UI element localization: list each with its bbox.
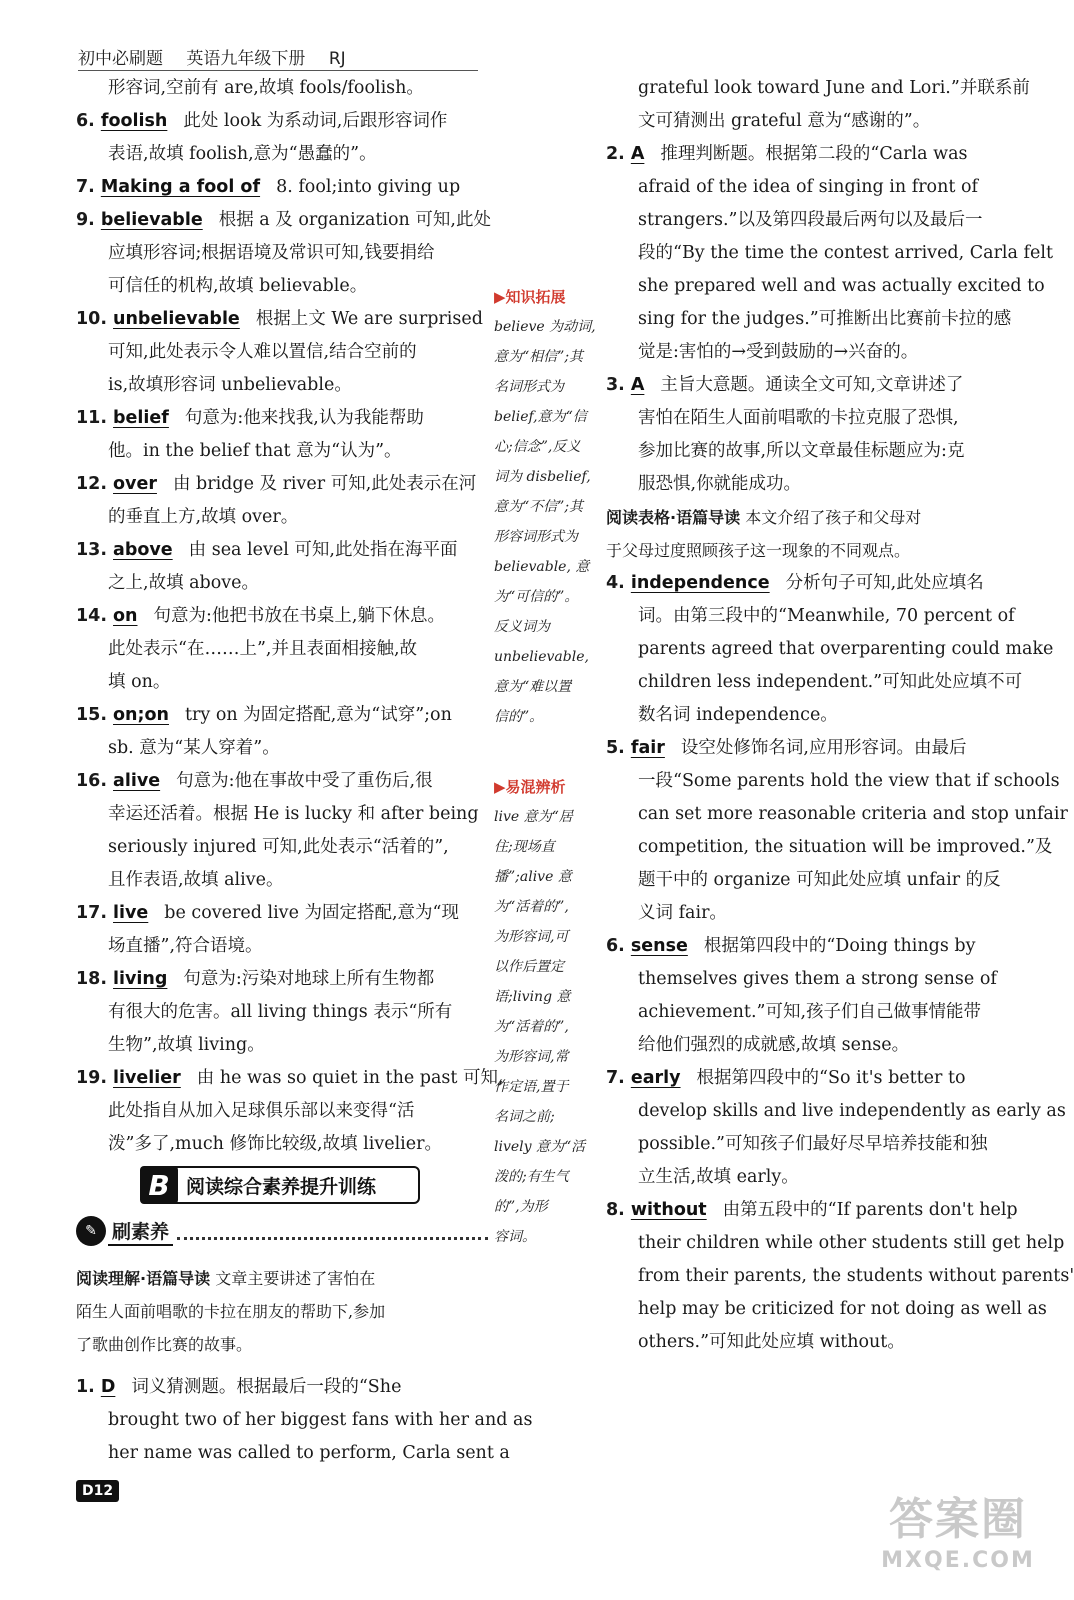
explanation-text: 此处表示“在……上”,并且表面相接触,故 <box>108 639 418 659</box>
explanation-line <box>76 138 488 171</box>
answer-text: sense <box>630 936 688 956</box>
answer-item <box>76 402 488 435</box>
item-number: 18. <box>76 969 108 989</box>
side-note-line: 为形容词,常 <box>494 1049 569 1065</box>
explanation-text: 句意为:他在事故中受了重伤后,很 <box>176 771 433 791</box>
explanation-line <box>606 798 1068 831</box>
answer-text: early <box>630 1068 681 1088</box>
item-number: 8. <box>606 1200 625 1220</box>
explanation-text: 词。由第三段中的“Meanwhile, 70 percent of <box>638 606 1015 626</box>
answer-item <box>76 171 488 204</box>
explanation-text: 场直播”,符合语境。 <box>108 936 263 956</box>
side-note-line: 名词之前; <box>494 1109 555 1125</box>
page-header <box>78 44 478 71</box>
explanation-text: 立生活,故填 early。 <box>638 1167 799 1187</box>
explanation-text: be covered live 为固定搭配,意为“现 <box>164 903 459 923</box>
section-badge: B <box>140 1166 178 1204</box>
explanation-text: grateful look toward June and Lori.”并联系前 <box>638 78 1030 98</box>
explanation-text: can set more reasonable criteria and stop unfair <box>638 804 1068 824</box>
reading-guide-line <box>76 1295 488 1328</box>
explanation-text: sing for the judges.”可推断出比赛前卡拉的感 <box>638 309 1012 329</box>
explanation-text: 文可猜测出 grateful 意为“感谢的”。 <box>638 111 931 131</box>
item-number: 7. <box>606 1068 625 1088</box>
answer-item <box>76 897 488 930</box>
explanation-text: 推理判断题。根据第二段的“Carla was <box>660 144 968 164</box>
guide-text: 于父母过度照顾孩子这一现象的不同观点。 <box>606 541 911 560</box>
explanation-line <box>76 1128 488 1161</box>
explanation-line <box>76 237 488 270</box>
answer-text: unbelievable <box>113 309 240 329</box>
explanation-line <box>606 996 1016 1029</box>
side-note-line: 容词。 <box>494 1229 536 1245</box>
answer-item <box>76 963 488 996</box>
reading-guide-line <box>76 1328 488 1361</box>
answer-text: Making a fool of <box>100 177 261 197</box>
side-note-title-text: ▶知识拓展 <box>494 288 566 306</box>
explanation-text: themselves gives them a strong sense of <box>638 969 997 989</box>
explanation-text: 之上,故填 above。 <box>108 573 260 593</box>
side-note-line: 语;living 意 <box>494 989 571 1005</box>
explanation-text: 根据第四段中的“So it's better to <box>696 1068 966 1088</box>
explanation-line <box>606 1260 1074 1293</box>
explanation-text: 根据上文 We are surprised <box>255 309 483 329</box>
section-title: 阅读综合素养提升训练 <box>186 1175 377 1198</box>
answer-item <box>76 1371 488 1404</box>
answer-text: alive <box>113 771 161 791</box>
side-note-line: belief,意为“信 <box>494 409 587 425</box>
explanation-line <box>606 1128 1016 1161</box>
right-column <box>606 72 1074 1359</box>
explanation-text: 由 sea level 可知,此处指在海平面 <box>188 540 458 560</box>
guide-text: 了歌曲创作比赛的故事。 <box>76 1335 253 1354</box>
item-number: 6. <box>606 936 625 956</box>
explanation-text: 句意为:他来找我,认为我能帮助 <box>184 408 424 428</box>
explanation-line <box>606 270 1045 303</box>
explanation-line <box>606 1293 1047 1326</box>
explanation-text: seriously injured 可知,此处表示“活着的”, <box>108 837 449 857</box>
note-gap <box>494 732 602 772</box>
item-number: 6. <box>76 111 95 131</box>
divider <box>177 1223 488 1240</box>
guide-text: 文章主要讲述了害怕在 <box>215 1269 376 1288</box>
explanation-line <box>76 1437 510 1470</box>
explanation-line <box>76 1404 533 1437</box>
explanation-line <box>76 435 488 468</box>
item-number: 9. <box>76 210 95 230</box>
explanation-text: 设空处修饰名词,应用形容词。由最后 <box>680 738 967 758</box>
answer-text: on <box>113 606 138 626</box>
item-number: 12. <box>76 474 108 494</box>
explanation-text: others.”可知此处应填 without。 <box>638 1332 905 1352</box>
answer-item <box>76 303 488 336</box>
side-note-title <box>494 772 602 802</box>
explanation-line <box>606 171 1016 204</box>
explanation-text: 幸运还活着。根据 He is lucky 和 after being <box>108 804 479 824</box>
left-column <box>76 72 504 1161</box>
explanation-text: her name was called to perform, Carla sent a <box>108 1443 510 1463</box>
explanation-line <box>606 765 1060 798</box>
guide-text: 陌生人面前唱歌的卡拉在朋友的帮助下,参加 <box>76 1302 386 1321</box>
side-note-title <box>494 282 602 312</box>
side-note-line: 意为“难以置 <box>494 679 572 695</box>
explanation-text: brought two of her biggest fans with her and as <box>108 1410 533 1430</box>
explanation-text: 根据第四段中的“Doing things by <box>703 936 976 956</box>
answer-text: over <box>113 474 157 494</box>
item-number: 13. <box>76 540 108 560</box>
explanation-text: 根据 a 及 organization 可知,此处 <box>218 210 491 230</box>
item-number: 15. <box>76 705 108 725</box>
explanation-line <box>606 963 1016 996</box>
explanation-text: 题干中的 organize 可知此处应填 unfair 的反 <box>638 870 1001 890</box>
side-note-line: 形容词形式为 <box>494 529 578 545</box>
watermark-logo: 答案圈 MXQE.COM <box>881 1494 1035 1573</box>
reading-guide-line <box>606 501 1016 534</box>
item-number: 3. <box>606 375 625 395</box>
explanation-text: 此处指自从加入足球俱乐部以来变得“活 <box>108 1101 415 1121</box>
answer-item <box>76 468 488 501</box>
side-note-line: 播”;alive 意 <box>494 869 572 885</box>
explanation-text: 形容词,空前有 are,故填 fools/foolish。 <box>108 78 424 98</box>
explanation-line <box>606 303 1016 336</box>
answer-text: living <box>113 969 168 989</box>
explanation-text: 主旨大意题。通读全文可知,文章讲述了 <box>660 375 964 395</box>
explanation-line <box>606 237 1053 270</box>
explanation-text: 可信任的机构,故填 believable。 <box>108 276 368 296</box>
explanation-text: 分析句子可知,此处应填名 <box>785 573 984 593</box>
answer-text: believable <box>100 210 203 230</box>
reading-guide-line <box>76 1262 488 1295</box>
answer-text: without <box>630 1200 707 1220</box>
side-note-line: 住;现场直 <box>494 839 555 855</box>
guide-tag: 阅读表格·语篇导读 <box>606 508 741 527</box>
side-note-line: 反义词为 <box>494 619 550 635</box>
explanation-text: 觉是:害怕的→受到鼓励的→兴奋的。 <box>638 342 919 362</box>
answer-text: foolish <box>100 111 168 131</box>
explanation-line <box>76 1095 488 1128</box>
explanation-text: 句意为:他把书放在书桌上,躺下休息。 <box>153 606 445 626</box>
side-note-line: 为“可信的”。 <box>494 589 579 605</box>
answer-item <box>76 1062 504 1095</box>
section-banner <box>140 1166 420 1204</box>
side-note-line: believable, 意 <box>494 559 590 575</box>
answer-text: A <box>630 375 645 395</box>
answer-item <box>606 138 1016 171</box>
answer-item <box>606 732 1016 765</box>
explanation-text: afraid of the idea of singing in front of <box>638 177 978 197</box>
side-note-line: 词为 disbelief, <box>494 469 591 485</box>
item-number: 10. <box>76 309 108 329</box>
explanation-line <box>76 831 488 864</box>
answer-item <box>606 1062 1016 1095</box>
explanation-line <box>606 1029 1016 1062</box>
explanation-line <box>76 930 488 963</box>
explanation-text: help may be criticized for not doing as well as <box>638 1299 1047 1319</box>
guide-tag: 阅读理解·语篇导读 <box>76 1269 211 1288</box>
explanation-text: competition, the situation will be improved.”及 <box>638 837 1053 857</box>
explanation-line <box>76 996 488 1029</box>
explanation-text: 填 on。 <box>108 672 171 692</box>
explanation-line <box>606 600 1016 633</box>
explanation-text: their children while other students still get help <box>638 1233 1065 1253</box>
side-note-line: 以作后置定 <box>494 959 564 975</box>
explanation-text: possible.”可知孩子们最好尽早培养技能和独 <box>638 1134 988 1154</box>
explanation-line <box>76 1029 488 1062</box>
pen-icon: ✎ <box>76 1216 106 1246</box>
answer-item <box>76 600 488 633</box>
explanation-text: 应填形容词;根据语境及常识可知,钱要捐给 <box>108 243 435 263</box>
side-note-line: 为“活着的”, <box>494 899 569 915</box>
explanation-line <box>76 501 488 534</box>
side-note-line: 意为“不信”;其 <box>494 499 584 515</box>
side-note-line: believe 为动词, <box>494 319 596 335</box>
explanation-text: 段的“By the time the contest arrived, Carla felt <box>638 243 1053 263</box>
explanation-line <box>606 864 1016 897</box>
explanation-text: 泼”多了,much 修饰比较级,故填 livelier。 <box>108 1134 442 1154</box>
explanation-text: 生物”,故填 living。 <box>108 1035 265 1055</box>
item-number: 4. <box>606 573 625 593</box>
answer-item <box>76 699 488 732</box>
edition-label: RJ <box>328 49 346 69</box>
explanation-text: 句意为:污染对地球上所有生物都 <box>183 969 435 989</box>
side-note-line: 的”,为形 <box>494 1199 548 1215</box>
side-note-line: 为形容词,可 <box>494 929 569 945</box>
side-note-line: 作定语,置于 <box>494 1079 569 1095</box>
explanation-text: is,故填形容词 unbelievable。 <box>108 375 352 395</box>
explanation-text: 且作表语,故填 alive。 <box>108 870 284 890</box>
subject-title: 英语九年级下册 <box>186 49 306 69</box>
explanation-text: 由 he was so quiet in the past 可知, <box>196 1068 504 1088</box>
explanation-text: achievement.”可知,孩子们自己做事情能带 <box>638 1002 982 1022</box>
item-number: 14. <box>76 606 108 626</box>
item-number: 7. <box>76 177 95 197</box>
item-number: 17. <box>76 903 108 923</box>
item-number: 11. <box>76 408 108 428</box>
explanation-text: 害怕在陌生人面前唱歌的卡拉克服了恐惧, <box>638 408 959 428</box>
page-number: D12 <box>76 1480 119 1502</box>
explanation-line <box>606 897 1016 930</box>
item-number: 5. <box>606 738 625 758</box>
item-number: 2. <box>606 144 625 164</box>
explanation-line <box>606 699 1016 732</box>
answer-item <box>606 567 1016 600</box>
explanation-line <box>76 72 488 105</box>
explanation-text: strangers.”以及第四段最后两句以及最后一 <box>638 210 983 230</box>
side-note-title-text: ▶易混辨析 <box>494 778 566 796</box>
explanation-line <box>606 204 1016 237</box>
side-note-line: 为“活着的”, <box>494 1019 569 1035</box>
explanation-text: 8. fool;into giving up <box>276 177 461 197</box>
sub-banner <box>76 1214 488 1248</box>
explanation-text: 表语,故填 foolish,意为“愚蠢的”。 <box>108 144 377 164</box>
side-notes-column <box>494 282 602 1252</box>
explanation-line <box>606 72 1030 105</box>
explanation-line <box>76 666 488 699</box>
explanation-line <box>606 336 1016 369</box>
answer-text: livelier <box>113 1068 181 1088</box>
explanation-line <box>76 567 488 600</box>
explanation-line <box>76 369 488 402</box>
answer-item <box>76 204 491 237</box>
explanation-line <box>606 633 1054 666</box>
answer-text: on;on <box>113 705 169 725</box>
sub-banner-label: 刷素养 <box>108 1217 173 1246</box>
explanation-text: 此处 look 为系动词,后跟形容词作 <box>183 111 448 131</box>
answer-text: live <box>113 903 149 923</box>
explanation-line <box>606 831 1053 864</box>
explanation-text: 由 bridge 及 river 可知,此处表示在河 <box>172 474 477 494</box>
guide-text: 本文介绍了孩子和父母对 <box>745 508 922 527</box>
explanation-line <box>606 1326 1016 1359</box>
explanation-line <box>76 270 488 303</box>
explanation-line <box>76 864 488 897</box>
answer-item <box>606 930 1016 963</box>
explanation-line <box>606 402 1016 435</box>
explanation-text: parents agreed that overparenting could make <box>638 639 1054 659</box>
side-note-line: 泼的;有生气 <box>494 1169 569 1185</box>
explanation-text: she prepared well and was actually excited to <box>638 276 1045 296</box>
reading-comprehension-section <box>76 1262 533 1470</box>
explanation-line <box>606 435 1016 468</box>
explanation-text: 义词 fair。 <box>638 903 727 923</box>
answer-text: above <box>113 540 173 560</box>
explanation-line <box>76 336 488 369</box>
answer-item <box>606 1194 1016 1227</box>
answer-text: D <box>100 1377 116 1397</box>
explanation-text: develop skills and live independently as early as <box>638 1101 1066 1121</box>
side-note-line: 信的”。 <box>494 709 544 725</box>
answer-item <box>76 534 488 567</box>
explanation-line <box>606 105 1016 138</box>
explanation-line <box>606 666 1023 699</box>
explanation-line <box>76 732 488 765</box>
answer-item <box>606 369 1016 402</box>
answer-text: independence <box>630 573 770 593</box>
explanation-line <box>76 798 488 831</box>
explanation-text: from their parents, the students without parents' <box>638 1266 1074 1286</box>
explanation-text: 词义猜测题。根据最后一段的“She <box>131 1377 402 1397</box>
explanation-text: try on 为固定搭配,意为“试穿”;on <box>184 705 452 725</box>
spacer <box>76 1361 488 1371</box>
side-note-line: live 意为“居 <box>494 809 573 825</box>
explanation-line <box>606 1227 1065 1260</box>
answer-item <box>76 105 488 138</box>
explanation-text: 参加比赛的故事,所以文章最佳标题应为:克 <box>638 441 965 461</box>
item-number: 16. <box>76 771 108 791</box>
answer-text: fair <box>630 738 665 758</box>
explanation-line <box>76 633 488 666</box>
item-number: 1. <box>76 1377 95 1397</box>
explanation-text: 一段“Some parents hold the view that if schools <box>638 771 1060 791</box>
book-title: 初中必刷题 <box>78 49 163 69</box>
explanation-text: 数名词 independence。 <box>638 705 838 725</box>
item-number: 19. <box>76 1068 108 1088</box>
side-note-line: unbelievable, <box>494 649 589 665</box>
explanation-text: 由第五段中的“If parents don't help <box>722 1200 1018 1220</box>
explanation-text: 可知,此处表示令人难以置信,结合空前的 <box>108 342 417 362</box>
side-note-line: lively 意为“活 <box>494 1139 586 1155</box>
explanation-line <box>606 468 1016 501</box>
side-note-line: 心;信念”,反义 <box>494 439 581 455</box>
answer-text: A <box>630 144 645 164</box>
reading-guide-line <box>606 534 1016 567</box>
explanation-text: 给他们强烈的成就感,故填 sense。 <box>638 1035 910 1055</box>
answer-text: belief <box>113 408 169 428</box>
explanation-line <box>606 1161 1016 1194</box>
explanation-text: 有很大的危害。all living things 表示“所有 <box>108 1002 453 1022</box>
explanation-line <box>606 1095 1066 1128</box>
explanation-text: 的垂直上方,故填 over。 <box>108 507 299 527</box>
side-note-line: 名词形式为 <box>494 379 564 395</box>
explanation-text: 他。in the belief that 意为“认为”。 <box>108 441 402 461</box>
explanation-text: children less independent.”可知此处应填不可 <box>638 672 1023 692</box>
answer-item <box>76 765 488 798</box>
explanation-text: sb. 意为“某人穿着”。 <box>108 738 280 758</box>
side-note-line: 意为“相信”;其 <box>494 349 584 365</box>
explanation-text: 服恐惧,你就能成功。 <box>638 474 802 494</box>
